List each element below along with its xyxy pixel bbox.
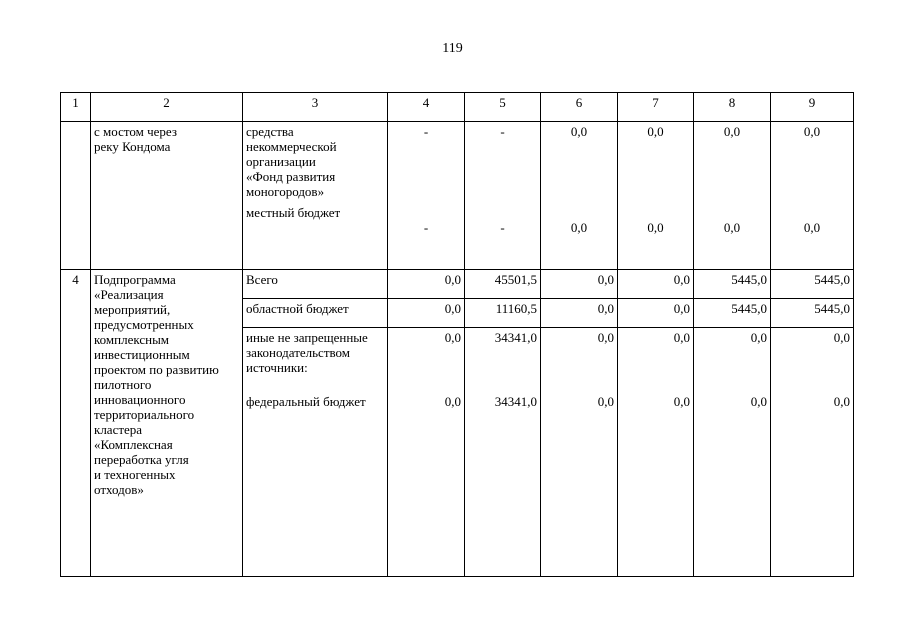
value: 0,0 (444, 330, 461, 345)
event-name-line: с мостом через (94, 124, 177, 139)
subprogram-line: переработка угля (94, 452, 189, 467)
value-cell (465, 328, 541, 577)
value-cell: 0,0 (541, 299, 618, 328)
value-cell (388, 122, 465, 270)
value: 0,0 (673, 394, 690, 409)
header-cell: 8 (694, 93, 771, 122)
value-cell (388, 328, 465, 577)
value: 34341,0 (494, 394, 537, 409)
value: 0,0 (750, 394, 767, 409)
value: 0,0 (673, 330, 690, 345)
funding-source-cell (243, 122, 388, 270)
value-cell: 5445,0 (771, 270, 854, 299)
value: 0,0 (723, 220, 741, 235)
value: 0,0 (750, 330, 767, 345)
value-cell: 5445,0 (694, 299, 771, 328)
value-cell: 0,0 (388, 270, 465, 299)
value-cell: 11160,5 (465, 299, 541, 328)
row-number-cell (61, 122, 91, 270)
value-cell: 0,0 (541, 270, 618, 299)
header-cell: 3 (243, 93, 388, 122)
value-cell: 45501,5 (465, 270, 541, 299)
value: 0,0 (803, 220, 821, 235)
value-cell (465, 122, 541, 270)
header-cell: 9 (771, 93, 854, 122)
header-cell: 6 (541, 93, 618, 122)
value: 0,0 (570, 124, 588, 139)
funding-source-cell: областной бюджет (243, 299, 388, 328)
header-cell: 7 (618, 93, 694, 122)
subprogram-line: кластера (94, 422, 143, 437)
value: 0,0 (597, 394, 614, 409)
value: - (423, 124, 429, 139)
subprogram-line: комплексным (94, 332, 170, 347)
value: 0,0 (723, 124, 741, 139)
value-cell: 0,0 (388, 299, 465, 328)
source-line: некоммерческой (246, 139, 337, 154)
header-cell: 1 (61, 93, 91, 122)
subprogram-line: пилотного (94, 377, 152, 392)
subprogram-line: предусмотренных (94, 317, 194, 332)
value: - (500, 220, 505, 235)
header-cell: 2 (91, 93, 243, 122)
subprogram-line: инвестиционным (94, 347, 190, 362)
source-line: моногородов» (246, 184, 325, 199)
source-line: средства (246, 124, 294, 139)
source-line: «Фонд развития (246, 169, 336, 184)
source-federal-budget: федеральный бюджет (246, 394, 366, 409)
header-cell: 5 (465, 93, 541, 122)
value: 0,0 (597, 330, 614, 345)
value-cell (771, 328, 854, 577)
value-cell: 0,0 (618, 270, 694, 299)
header-cell: 4 (388, 93, 465, 122)
event-name-line: реку Кондома (94, 139, 171, 154)
value: 0,0 (444, 394, 461, 409)
event-name-cell (91, 122, 243, 270)
subprogram-line: Подпрограмма (94, 272, 176, 287)
value-cell (618, 122, 694, 270)
value: 0,0 (570, 220, 588, 235)
subprogram-line: отходов» (94, 482, 144, 497)
value-cell (771, 122, 854, 270)
value-cell (694, 122, 771, 270)
value: - (500, 124, 505, 139)
value: 0,0 (647, 220, 664, 235)
source-line: законодательством (246, 345, 351, 360)
source-line: иные не запрещенные (246, 330, 368, 345)
subprogram-name-cell (91, 270, 243, 577)
budget-table (60, 92, 854, 577)
value-cell: 5445,0 (771, 299, 854, 328)
subprogram-line: проектом по развитию (94, 362, 219, 377)
source-line: организации (246, 154, 316, 169)
page-number: 119 (442, 41, 463, 56)
subprogram-line: «Комплексная (94, 437, 173, 452)
table-row (61, 122, 854, 270)
value-cell (694, 328, 771, 577)
value: 0,0 (833, 330, 850, 345)
funding-source-cell (243, 328, 388, 577)
value: 0,0 (833, 394, 850, 409)
value-cell (541, 328, 618, 577)
funding-source-cell: Всего (243, 270, 388, 299)
value-cell: 5445,0 (694, 270, 771, 299)
subprogram-line: инновационного (94, 392, 186, 407)
value: - (423, 220, 429, 235)
value-cell (541, 122, 618, 270)
value-cell (618, 328, 694, 577)
subprogram-line: территориального (94, 407, 195, 422)
subprogram-line: мероприятий, (94, 302, 171, 317)
value: 0,0 (803, 124, 821, 139)
value: 0,0 (647, 124, 664, 139)
subprogram-line: и техногенных (94, 467, 176, 482)
table-row (61, 270, 854, 299)
value-cell: 0,0 (618, 299, 694, 328)
header-row (61, 93, 854, 122)
source-line: источники: (246, 360, 308, 375)
row-number-cell: 4 (61, 270, 91, 577)
source-local-budget: местный бюджет (246, 205, 341, 220)
value: 34341,0 (494, 330, 537, 345)
subprogram-line: «Реализация (94, 287, 164, 302)
